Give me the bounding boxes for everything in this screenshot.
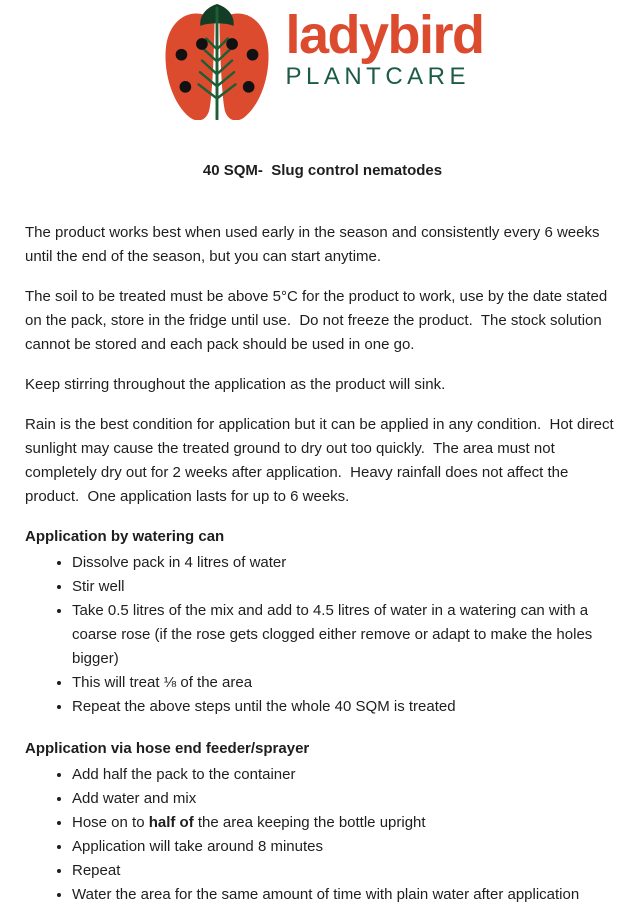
section-heading-watering-can: Application by watering can [25,528,225,545]
list-item: • Repeat [72,859,620,883]
list-item: • Stir well [72,575,620,599]
list-item [72,811,620,835]
paragraph-season-timing: The product works best when used early in the season and consistently every 6 weeks until the end of the season, but you can start anytime. [25,224,604,265]
paragraph-keep-stirring: Keep stirring throughout the application as the product will sink. [25,376,446,393]
list-item: • Application will take around 8 minutes [72,835,620,859]
paragraph-rain-conditions: Rain is the best condition for application but it can be applied in any condition. Hot direct sunlight may cause the treated ground to dry out too quickly. The area must not completely dry out for 2 weeks after application. Heavy rainfall does not affect the product. One application lasts for up to 6 weeks. [25,416,618,505]
list-item: • Repeat the above steps until the whole 40 SQM is treated [72,695,620,719]
list-item: • Water the area for the same amount of time with plain water after application [72,883,620,907]
ladybird-leaf-icon [161,3,273,120]
logo-wordmark [285,3,483,90]
page-title: 40 SQM- Slug control nematodes [202,162,443,179]
list-item: • Add water and mix [72,787,620,811]
list-item: • Take 0.5 litres of the mix and add to 4.5 litres of water in a watering can with a coarse rose (if the rose gets clogged either remove or adapt to make the holes bigger) [72,599,620,671]
list-item-bold-text: half of [148,814,194,831]
paragraph-soil-storage: The soil to be treated must be above 5°C for the product to work, use by the date stated on the pack, store in the fridge until use. Do not freeze the product. The stock solution cannot be stored and each pack should be used in one go. [25,288,612,353]
list-item: • Add half the pack to the container [72,763,620,787]
list-item: • Dissolve pack in 4 litres of water [72,551,620,575]
watering-can-list [25,551,620,719]
brand-name: ladybird [285,5,484,65]
logo [25,0,620,121]
list-item: • This will treat ⅛ of the area [72,671,620,695]
list-item-text: the area keeping the bottle upright [193,814,426,831]
brand-subtitle: PLANTCARE [285,63,471,90]
hose-feeder-list [25,763,620,907]
list-item-text: Hose on to [72,814,149,831]
section-heading-hose-feeder: Application via hose end feeder/sprayer [25,740,310,757]
document-body [25,221,620,907]
